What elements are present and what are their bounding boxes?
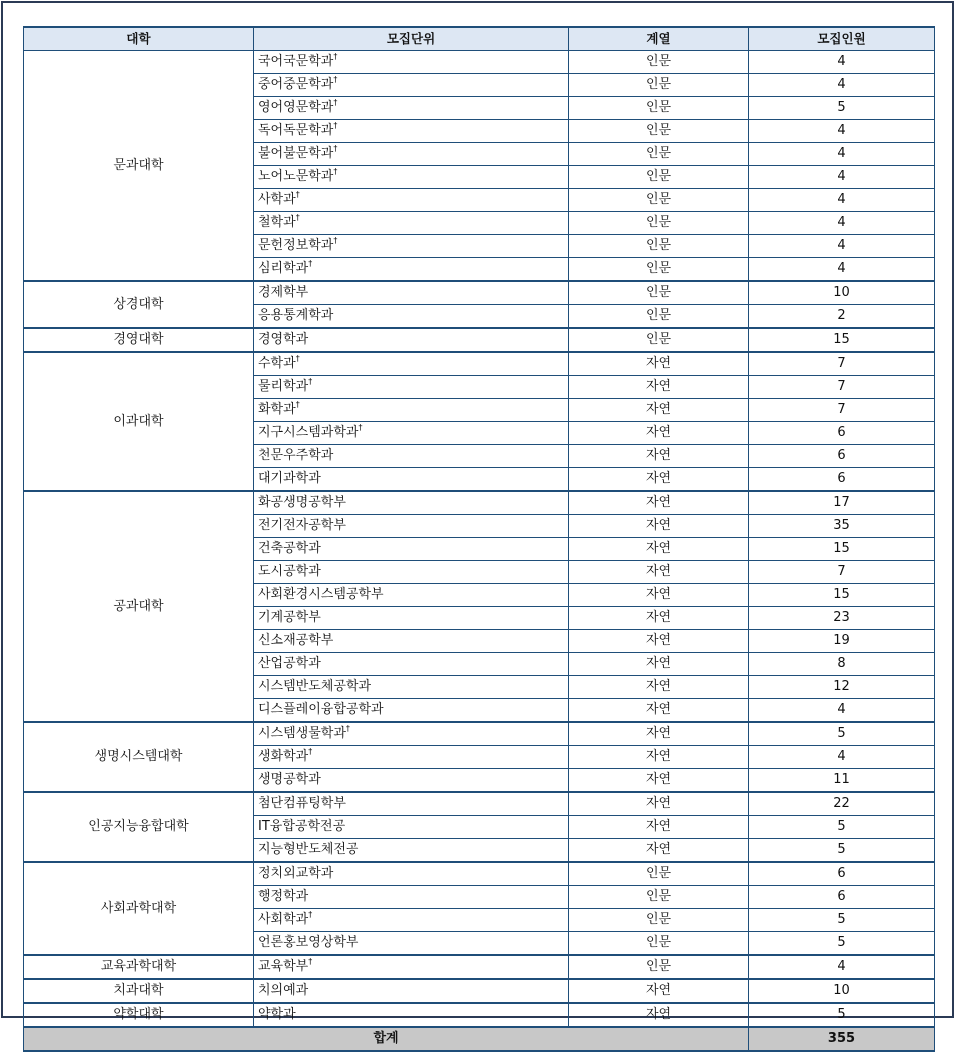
unit-name: 첨단컴퓨팅학부 [258, 796, 346, 811]
college-cell: 문과대학 [24, 51, 254, 282]
college-cell: 생명시스템대학 [24, 722, 254, 792]
quota-cell: 4 [749, 143, 935, 166]
unit-name: 신소재공학부 [258, 633, 334, 648]
track-cell: 인문 [569, 143, 749, 166]
unit-name: 정치외교학과 [258, 866, 334, 881]
track-cell: 자연 [569, 468, 749, 492]
college-cell: 공과대학 [24, 491, 254, 722]
track-cell: 인문 [569, 51, 749, 74]
table-row [24, 328, 935, 352]
dagger-mark: † [295, 353, 300, 363]
quota-cell: 5 [749, 932, 935, 956]
track-cell: 자연 [569, 491, 749, 515]
unit-name: 언론홍보영상학부 [258, 935, 359, 950]
track-cell: 자연 [569, 1003, 749, 1027]
header-row [24, 27, 935, 51]
track-cell: 자연 [569, 630, 749, 653]
dagger-mark: † [333, 235, 338, 245]
dagger-mark: † [333, 51, 338, 61]
unit-cell [254, 653, 569, 676]
quota-cell: 15 [749, 584, 935, 607]
track-cell: 인문 [569, 120, 749, 143]
unit-cell [254, 630, 569, 653]
dagger-mark: † [308, 909, 313, 919]
unit-name: 경제학부 [258, 285, 309, 300]
track-cell: 인문 [569, 932, 749, 956]
quota-cell: 4 [749, 166, 935, 189]
quota-cell: 35 [749, 515, 935, 538]
unit-cell [254, 305, 569, 329]
quota-cell: 22 [749, 792, 935, 816]
unit-cell [254, 422, 569, 445]
quota-cell: 15 [749, 538, 935, 561]
table-row [24, 51, 935, 74]
unit-cell [254, 909, 569, 932]
unit-cell [254, 97, 569, 120]
unit-name: 도시공학과 [258, 564, 321, 579]
track-cell: 자연 [569, 584, 749, 607]
quota-cell: 5 [749, 1003, 935, 1027]
dagger-mark: † [333, 143, 338, 153]
dagger-mark: † [358, 422, 363, 432]
table-row [24, 955, 935, 979]
dagger-mark: † [308, 258, 313, 268]
unit-cell [254, 189, 569, 212]
unit-cell [254, 376, 569, 399]
unit-name: 시스템생물학과 [258, 726, 346, 741]
quota-cell: 5 [749, 839, 935, 863]
unit-cell [254, 491, 569, 515]
dagger-mark: † [333, 120, 338, 130]
track-cell: 인문 [569, 328, 749, 352]
quota-cell: 8 [749, 653, 935, 676]
track-cell: 자연 [569, 445, 749, 468]
quota-cell: 5 [749, 722, 935, 746]
dagger-mark: † [333, 166, 338, 176]
dagger-mark: † [308, 746, 313, 756]
quota-cell: 4 [749, 51, 935, 74]
track-cell: 자연 [569, 653, 749, 676]
unit-name: 약학과 [258, 1007, 296, 1022]
header-track: 계열 [569, 27, 749, 51]
total-row [24, 1027, 935, 1051]
quota-cell: 2 [749, 305, 935, 329]
unit-cell [254, 212, 569, 235]
table-row [24, 862, 935, 886]
unit-cell [254, 74, 569, 97]
unit-name: 생화학과 [258, 749, 309, 764]
unit-name: 독어독문학과 [258, 123, 334, 138]
track-cell: 인문 [569, 235, 749, 258]
unit-name: 교육학부 [258, 959, 309, 974]
quota-cell: 17 [749, 491, 935, 515]
table-row [24, 979, 935, 1003]
header-quota: 모집인원 [749, 27, 935, 51]
quota-cell: 11 [749, 769, 935, 793]
quota-cell: 4 [749, 74, 935, 97]
quota-cell: 6 [749, 468, 935, 492]
unit-name: 철학과 [258, 215, 296, 230]
track-cell: 자연 [569, 979, 749, 1003]
track-cell: 자연 [569, 769, 749, 793]
track-cell: 인문 [569, 258, 749, 282]
unit-cell [254, 607, 569, 630]
track-cell: 자연 [569, 515, 749, 538]
unit-name: 디스플레이융합공학과 [258, 702, 384, 717]
quota-cell: 4 [749, 955, 935, 979]
unit-cell [254, 1003, 569, 1027]
quota-cell: 4 [749, 120, 935, 143]
unit-name: 화학과 [258, 402, 296, 417]
track-cell: 인문 [569, 955, 749, 979]
dagger-mark: † [308, 376, 313, 386]
quota-cell: 5 [749, 909, 935, 932]
quota-cell: 4 [749, 212, 935, 235]
unit-name: 천문우주학과 [258, 448, 334, 463]
quota-cell: 5 [749, 816, 935, 839]
unit-cell [254, 676, 569, 699]
unit-name: 산업공학과 [258, 656, 321, 671]
table-row [24, 1003, 935, 1027]
track-cell: 자연 [569, 376, 749, 399]
track-cell: 자연 [569, 816, 749, 839]
unit-name: 물리학과 [258, 379, 309, 394]
college-cell: 사회과학대학 [24, 862, 254, 955]
quota-cell: 10 [749, 281, 935, 305]
unit-name: 지구시스템과학과 [258, 425, 359, 440]
track-cell: 인문 [569, 909, 749, 932]
unit-cell [254, 328, 569, 352]
track-cell: 자연 [569, 699, 749, 723]
unit-cell [254, 722, 569, 746]
quota-cell: 23 [749, 607, 935, 630]
track-cell: 자연 [569, 538, 749, 561]
college-cell: 경영대학 [24, 328, 254, 352]
track-cell: 인문 [569, 189, 749, 212]
header-college: 대학 [24, 27, 254, 51]
unit-name: 경영학과 [258, 332, 309, 347]
track-cell: 자연 [569, 792, 749, 816]
dagger-mark: † [333, 97, 338, 107]
unit-name: 사학과 [258, 192, 296, 207]
track-cell: 자연 [569, 839, 749, 863]
quota-cell: 7 [749, 561, 935, 584]
college-cell: 치과대학 [24, 979, 254, 1003]
header-unit: 모집단위 [254, 27, 569, 51]
college-cell: 인공지능융합대학 [24, 792, 254, 862]
total-value: 355 [749, 1027, 935, 1051]
college-cell: 교육과학대학 [24, 955, 254, 979]
unit-cell [254, 399, 569, 422]
dagger-mark: † [345, 723, 350, 733]
unit-cell [254, 538, 569, 561]
quota-cell: 7 [749, 399, 935, 422]
quota-cell: 19 [749, 630, 935, 653]
dagger-mark: † [295, 212, 300, 222]
quota-cell: 15 [749, 328, 935, 352]
track-cell: 자연 [569, 607, 749, 630]
unit-cell [254, 932, 569, 956]
track-cell: 인문 [569, 305, 749, 329]
unit-cell [254, 120, 569, 143]
quota-cell: 7 [749, 376, 935, 399]
unit-cell [254, 886, 569, 909]
quota-cell: 5 [749, 97, 935, 120]
table-row [24, 491, 935, 515]
unit-name: 대기과학과 [258, 471, 321, 486]
track-cell: 자연 [569, 399, 749, 422]
quota-cell: 10 [749, 979, 935, 1003]
track-cell: 인문 [569, 97, 749, 120]
unit-cell [254, 235, 569, 258]
quota-cell: 6 [749, 422, 935, 445]
unit-name: 사회환경시스템공학부 [258, 587, 384, 602]
quota-cell: 6 [749, 862, 935, 886]
unit-name: 전기전자공학부 [258, 518, 346, 533]
track-cell: 자연 [569, 422, 749, 445]
unit-cell [254, 281, 569, 305]
track-cell: 자연 [569, 561, 749, 584]
unit-cell [254, 792, 569, 816]
unit-name: 영어영문학과 [258, 100, 334, 115]
unit-name: IT융합공학전공 [258, 819, 346, 834]
unit-cell [254, 166, 569, 189]
quota-cell: 7 [749, 352, 935, 376]
unit-cell [254, 468, 569, 492]
unit-name: 시스템반도체공학과 [258, 679, 372, 694]
unit-cell [254, 769, 569, 793]
unit-cell [254, 979, 569, 1003]
unit-name: 노어노문학과 [258, 169, 334, 184]
table-row [24, 722, 935, 746]
unit-name: 응용통계학과 [258, 308, 334, 323]
unit-cell [254, 839, 569, 863]
college-cell: 이과대학 [24, 352, 254, 491]
track-cell: 인문 [569, 281, 749, 305]
unit-cell [254, 746, 569, 769]
track-cell: 자연 [569, 722, 749, 746]
unit-name: 심리학과 [258, 261, 309, 276]
quota-cell: 6 [749, 886, 935, 909]
unit-cell [254, 51, 569, 74]
unit-name: 불어불문학과 [258, 146, 334, 161]
unit-cell [254, 862, 569, 886]
quota-cell: 6 [749, 445, 935, 468]
unit-name: 사회학과 [258, 912, 309, 927]
unit-name: 수학과 [258, 356, 296, 371]
college-cell: 상경대학 [24, 281, 254, 328]
unit-cell [254, 561, 569, 584]
unit-name: 지능형반도체전공 [258, 842, 359, 857]
track-cell: 인문 [569, 166, 749, 189]
admission-quota-table [23, 26, 935, 1052]
quota-cell: 4 [749, 235, 935, 258]
unit-name: 기계공학부 [258, 610, 321, 625]
unit-cell [254, 584, 569, 607]
dagger-mark: † [333, 74, 338, 84]
track-cell: 자연 [569, 352, 749, 376]
unit-name: 중어중문학과 [258, 77, 334, 92]
unit-cell [254, 699, 569, 723]
unit-cell [254, 515, 569, 538]
track-cell: 인문 [569, 74, 749, 97]
quota-cell: 4 [749, 258, 935, 282]
quota-cell: 4 [749, 746, 935, 769]
quota-cell: 4 [749, 189, 935, 212]
quota-cell: 12 [749, 676, 935, 699]
unit-name: 생명공학과 [258, 772, 321, 787]
unit-name: 행정학과 [258, 889, 309, 904]
dagger-mark: † [295, 189, 300, 199]
unit-name: 화공생명공학부 [258, 495, 346, 510]
unit-cell [254, 955, 569, 979]
unit-name: 국어국문학과 [258, 54, 334, 69]
unit-cell [254, 352, 569, 376]
unit-cell [254, 258, 569, 282]
track-cell: 인문 [569, 212, 749, 235]
unit-name: 문헌정보학과 [258, 238, 334, 253]
table-body [24, 51, 935, 1028]
quota-cell: 4 [749, 699, 935, 723]
unit-cell [254, 816, 569, 839]
track-cell: 자연 [569, 746, 749, 769]
unit-cell [254, 445, 569, 468]
unit-cell [254, 143, 569, 166]
track-cell: 인문 [569, 862, 749, 886]
unit-name: 치의예과 [258, 983, 309, 998]
college-cell: 약학대학 [24, 1003, 254, 1027]
unit-name: 건축공학과 [258, 541, 321, 556]
track-cell: 인문 [569, 886, 749, 909]
track-cell: 자연 [569, 676, 749, 699]
total-label: 합계 [24, 1027, 749, 1051]
table-row [24, 281, 935, 305]
table-row [24, 352, 935, 376]
dagger-mark: † [295, 399, 300, 409]
table-row [24, 792, 935, 816]
dagger-mark: † [308, 956, 313, 966]
